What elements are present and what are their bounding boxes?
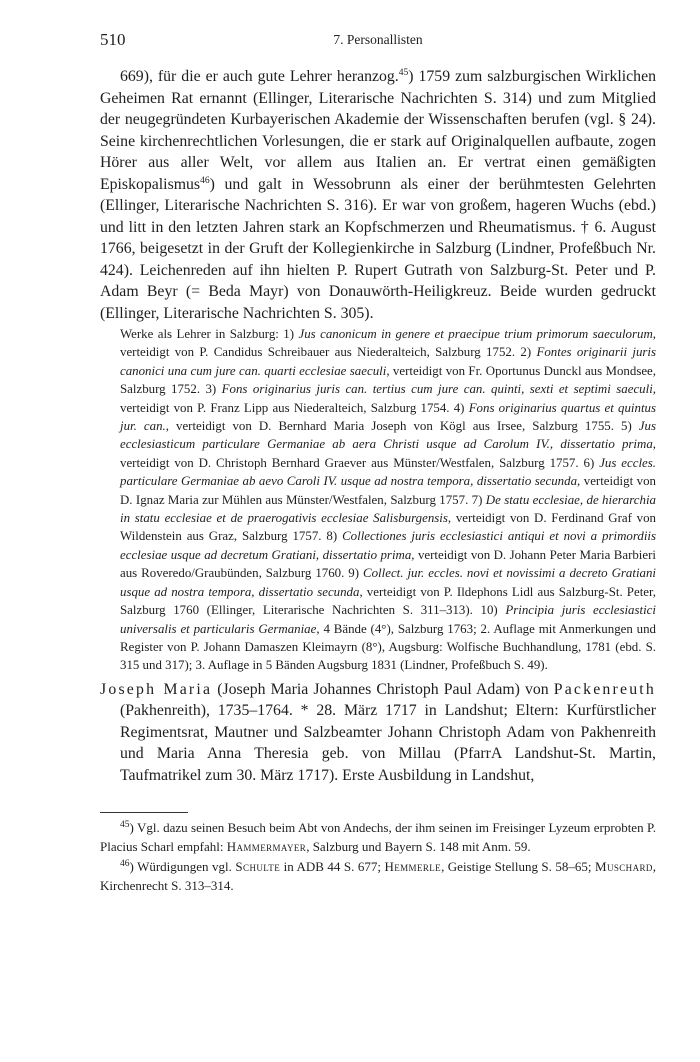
page-body — [100, 66, 656, 895]
work-title: Fons originarius quartus et quintus jur. can. — [120, 400, 656, 434]
entry-surname: Packenreuth — [553, 680, 656, 698]
entry-text: (Pakhenreith), 1735–1764. * 28. März 1717 in Landshut; Eltern: Kurfürstlicher Regimentsrat, Mautner und Salzbeamter Johann Christoph Adam von Pakhenreith und Maria Anna Theresia geb. von Millau (PfarrA Landshut-St. Martin, Taufmatrikel zum 30. März 1717). Erste Ausbildung in Landshut, — [120, 702, 656, 784]
works-text: , verteidigt von P. Ildephons Lidl aus Salzburg-St. Peter, Salzburg 1760 (Ellinger, Literarische Nachrichten S. 311–313). 10) — [120, 584, 656, 618]
author-name: Muschard — [595, 859, 653, 875]
works-text: , verteidigt von D. Ferdinand Graf von Wildenstein aus Graz, Salzburg 1757. 8) — [120, 511, 656, 544]
author-name: Hemmerle — [384, 859, 442, 875]
entry-text: (Joseph Maria Johannes Christoph Paul Adam) von — [212, 680, 554, 698]
work-title: Jus ecclesiasticum particulare Germaniae ab aera Christi usque ad Carolum IV., dissertatio prima — [120, 419, 656, 452]
biography-paragraph — [100, 66, 656, 324]
author-name: Hammermayer — [226, 838, 307, 854]
footnote-text: ) Vgl. dazu seinen Besuch beim Abt von Andechs, der ihm seinen im Freisinger Lyzeum erprobten P. Placius Scharl empfahl: — [100, 820, 656, 854]
work-title: Fons originarius juris can. tertius cum jure can. quinti, sexti et septimi saeculi — [221, 382, 653, 397]
works-text: , verteidigt von D. Ignaz Maria zur Mühlen aus Münster/Westfalen, Salzburg 1757. 7) — [120, 474, 657, 507]
text-run: 669), für die er auch gute Lehrer heranzog. — [120, 68, 399, 85]
works-text: , 4 Bände (4°), Salzburg 1763; 2. Auflage mit Anmerkungen und Register von P. Johann Damaszen Kleimayrn (8°), Augsburg: Wolfische Buchhandlung, 1781 (ebd. S. 315 und 317); 3. Auflage in 5 Bänden Augsburg 1831 (Lindner, Profeßbuch S. 49). — [120, 621, 657, 673]
works-text: , verteidigt von D. Bernhard Maria Joseph von Kögl aus Irsee, Salzburg 1755. 5) — [165, 419, 639, 434]
author-name: Schulte — [235, 859, 281, 875]
page-header — [100, 30, 656, 54]
works-text: , verteidigt von D. Christoph Bernhard Graever aus Münster/Westfalen, Salzburg 1757. 6) — [120, 437, 656, 470]
works-text: , verteidigt von Fr. Oportunus Dunckl aus Mondsee, Salzburg 1752. 3) — [120, 363, 657, 397]
footnote-ref-45[interactable]: 45 — [398, 68, 409, 78]
footnote-mark: 45 — [120, 820, 130, 831]
running-title: 7. Personallisten — [333, 32, 423, 47]
work-title: Jus canonicum in genere et praecipue trium primorum saeculorum — [298, 327, 653, 341]
works-text: , verteidigt von P. Candidus Schreibauer aus Niederalteich, Salzburg 1752. 2) — [120, 327, 656, 360]
work-title: Principia juris ecclesiastici universalis et particularis Germaniae — [120, 603, 656, 636]
footnote-text: , Kirchenrecht S. 313–314. — [100, 859, 657, 893]
person-entry — [100, 679, 656, 787]
works-text: , verteidigt von D. Johann Peter Maria Barbieri aus Roveredo/Graubünden, Salzburg 1760. 9) — [120, 547, 656, 581]
work-title: Collectiones juris ecclesiastici antiqui et novi a primordiis ecclesiae usque ad decretum Gratiani, dissertatio prima — [120, 529, 657, 562]
work-title: De statu ecclesiae, de hierarchia in statu ecclesiae et de praerogativis ecclesiae Salisburgensis — [120, 492, 656, 526]
footnote-text: in ADB 44 S. 677; — [280, 859, 385, 875]
works-list — [120, 325, 656, 675]
footnote-divider — [100, 812, 188, 813]
work-title: Jus eccles. particulare Germaniae ab aevo Caroli IV. usque ad nostra tempora, dissertatio secunda — [120, 455, 656, 489]
work-title: Fontes originarii juris canonici una cum jure can. quarti ecclesiae saeculi — [120, 345, 657, 378]
footnote-text: , Salzburg und Bayern S. 148 mit Anm. 59. — [306, 838, 531, 854]
footnote-text: ) Würdigungen vgl. — [129, 859, 236, 875]
works-text: Werke als Lehrer in Salzburg: 1) — [120, 327, 299, 341]
entry-name: Joseph Maria — [100, 680, 213, 698]
works-text: , verteidigt von P. Franz Lipp aus Niederalteich, Salzburg 1754. 4) — [120, 382, 657, 415]
footnote-45 — [100, 819, 656, 856]
footnote-46 — [100, 858, 656, 895]
work-title: Collect. jur. eccles. novi et novissimi a decreto Gratiani usque ad nostra tempora, dissertatio secunda — [120, 566, 657, 599]
text-run: ) und galt in Wessobrunn als einer der berühmtesten Gelehrten (Ellinger, Literarische Nachrichten S. 316). Er war von großem, hageren Wuchs (ebd.) und litt in den letzten Jahren stark an Kopfschmerzen und Rheumatismus. † 6. August 1766, beigesetzt in der Gruft der Kollegienkirche in Salzburg (Lindner, Profeßbuch Nr. 424). Leichenreden auf ihn hielten P. Rupert Gutrath von Salzburg-St. Peter und P. Adam Beyr (= Beda Mayr) von Donauwörth-Heiligkreuz. Beide wurden gedruckt (Ellinger, Literarische Nachrichten S. 305). — [100, 175, 656, 322]
footnote-mark: 46 — [120, 859, 130, 870]
footnote-ref-46[interactable]: 46 — [200, 175, 210, 186]
page-number: 510 — [100, 30, 126, 49]
text-run: ) 1759 zum salzburgischen Wirklichen Geheimen Rat ernannt (Ellinger, Literarische Nachrichten S. 314) und zum Mitglied der neugegründeten Kurbayerischen Akademie der Wissenschaften berufen (vgl. § 24). Seine kirchenrechtlichen Vorlesungen, die er stark auf Originalquellen aufbaute, zogen Hörer aus aller Welt, vor allem aus Italien an. Er vertrat einen gemäßigten Episkopalismus — [100, 68, 656, 193]
footnote-text: , Geistige Stellung S. 58–65; — [441, 859, 595, 875]
